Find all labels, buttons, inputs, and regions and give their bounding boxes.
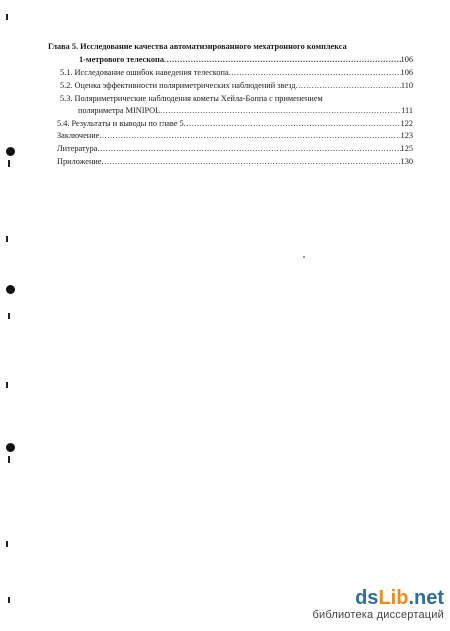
scan-mark (6, 14, 8, 20)
toc-entry-5-3-continuation[interactable] (78, 106, 413, 116)
toc-entry-literature[interactable] (57, 144, 413, 154)
toc-leader-dots (229, 68, 401, 78)
toc-entry-5-2[interactable] (60, 81, 413, 91)
toc-leader-dots (184, 119, 401, 129)
toc-entry-text: Приложение (57, 157, 102, 166)
scan-mark (8, 597, 10, 603)
logo-ds: ds (355, 587, 379, 609)
watermark-subtitle: библиотека диссертаций (312, 609, 444, 621)
toc-page-number: 106 (400, 55, 413, 64)
toc-entry-appendix[interactable] (57, 157, 413, 167)
toc-entry-text: 1-метрового телескопа (79, 55, 164, 64)
toc-leader-dots (99, 131, 400, 141)
watermark (284, 587, 444, 625)
binder-hole (6, 285, 15, 294)
toc-leader-dots (98, 144, 401, 154)
toc-entry-5-3[interactable]: 5.3. Поляриметрические наблюдения кометы Хейла-Боппа с применением (60, 94, 323, 103)
toc-leader-dots (164, 55, 401, 65)
toc-page-number: 122 (400, 119, 413, 128)
scan-mark (6, 382, 8, 388)
scan-mark (6, 541, 8, 547)
binder-hole (6, 443, 15, 452)
toc-entry-5-4[interactable] (57, 119, 413, 129)
toc-page-number: 110 (400, 81, 413, 90)
chapter-heading: Глава 5. Исследование качества автоматизированного мехатронного комплекса (48, 42, 347, 51)
table-of-contents (0, 0, 450, 200)
toc-leader-dots (160, 106, 401, 116)
toc-entry-text: поляриметра MINIPOL (78, 106, 161, 115)
toc-entry-5-1[interactable] (60, 68, 413, 78)
chapter-heading-continuation (79, 55, 413, 65)
binder-hole (6, 147, 15, 156)
toc-leader-dots (102, 157, 401, 167)
logo-lib: Lib (378, 587, 409, 609)
scan-mark (6, 236, 8, 242)
toc-page-number: 123 (400, 131, 413, 140)
toc-entry-text: Заключение (57, 131, 100, 140)
toc-leader-dots (296, 81, 401, 91)
logo-net: .net (408, 587, 444, 609)
toc-entry-text: 5.1. Исследование ошибок наведения телескопа (60, 68, 229, 77)
scan-mark (8, 456, 10, 463)
toc-entry-text: 5.4. Результаты и выводы по главе 5 (57, 119, 184, 128)
watermark-logo (284, 587, 444, 609)
scan-mark (8, 160, 10, 167)
toc-entry-text: 5.2. Оценка эффективности поляриметрических наблюдений звезд (60, 81, 296, 90)
toc-page-number: 130 (400, 157, 413, 166)
toc-page-number: 106 (400, 68, 413, 77)
toc-entry-conclusion[interactable] (57, 131, 413, 141)
toc-page-number: 125 (400, 144, 413, 153)
toc-page-number: 111 (401, 106, 413, 115)
toc-entry-text: Литература (57, 144, 98, 153)
scan-speck (303, 256, 305, 258)
scan-mark (8, 313, 10, 319)
